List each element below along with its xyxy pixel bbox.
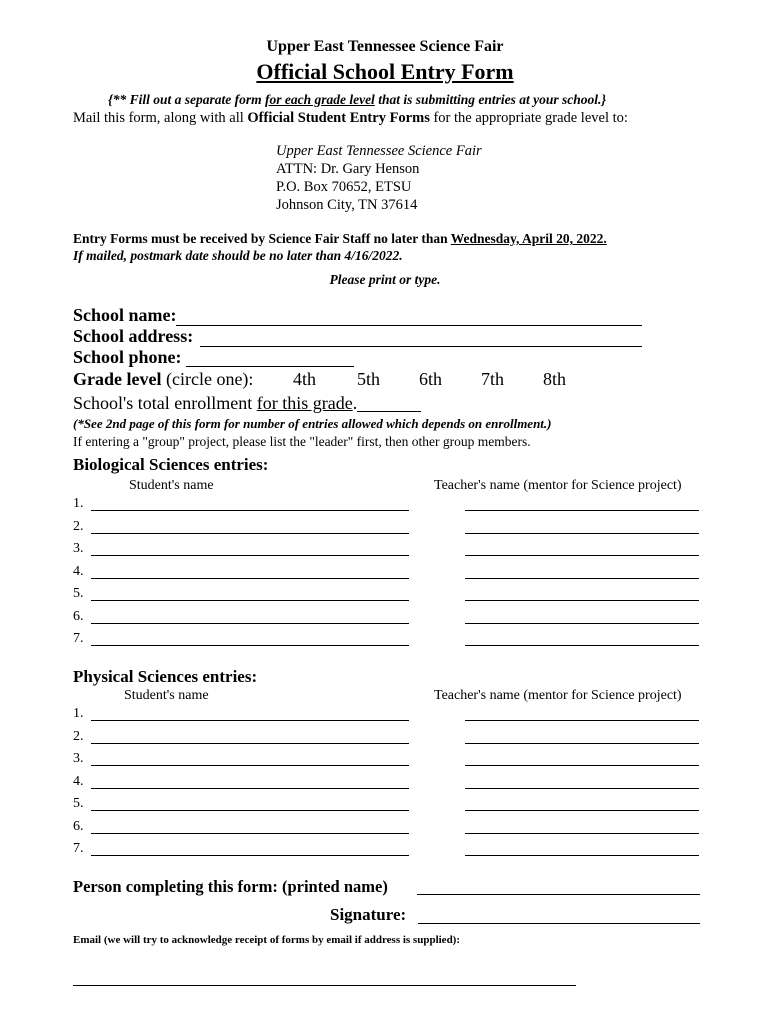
phys-student-name-field[interactable] bbox=[91, 810, 409, 811]
instruction-suffix: that is submitting entries at your school.} bbox=[374, 92, 607, 107]
person-label: Person completing this form: (printed name) bbox=[73, 877, 388, 896]
grade-hint: (circle one): bbox=[161, 369, 254, 389]
enrollment-prefix: School's total enrollment bbox=[73, 393, 257, 413]
mail-prefix: Mail this form, along with all bbox=[73, 110, 248, 126]
grade-option-7th[interactable]: 7th bbox=[481, 369, 505, 389]
email-field[interactable] bbox=[73, 985, 576, 986]
instruction-underlined: for each grade level bbox=[264, 92, 375, 107]
school-address-field[interactable] bbox=[200, 346, 642, 347]
bio-student-name-field[interactable] bbox=[91, 533, 409, 534]
enrollment-suffix: . bbox=[352, 393, 358, 413]
bio-teacher-name-field[interactable] bbox=[465, 533, 699, 534]
phys-teacher-name-field[interactable] bbox=[465, 833, 699, 834]
bio-student-name-field[interactable] bbox=[91, 623, 409, 624]
phys-row-number: 4. bbox=[73, 773, 84, 789]
phys-student-name-field[interactable] bbox=[91, 765, 409, 766]
bio-row-number: 2. bbox=[73, 518, 84, 534]
bio-teacher-name-field[interactable] bbox=[465, 578, 699, 579]
signature-field[interactable] bbox=[418, 923, 700, 924]
bio-teacher-name-field[interactable] bbox=[465, 510, 699, 511]
bio-teacher-name-field[interactable] bbox=[465, 645, 699, 646]
bio-student-name-field[interactable] bbox=[91, 600, 409, 601]
postmark-note: If mailed, postmark date should be no later than 4/16/2022. bbox=[73, 248, 403, 263]
bio-teacher-col: Teacher's name (mentor for Science project) bbox=[434, 478, 682, 493]
phys-teacher-name-field[interactable] bbox=[465, 788, 699, 789]
bio-row-number: 6. bbox=[73, 608, 84, 624]
address-line4: Johnson City, TN 37614 bbox=[276, 197, 418, 213]
grade-option-4th[interactable]: 4th bbox=[293, 369, 317, 389]
phys-teacher-name-field[interactable] bbox=[465, 720, 699, 721]
phys-student-name-field[interactable] bbox=[91, 788, 409, 789]
deadline-line bbox=[73, 231, 607, 247]
instruction-prefix: {** Fill out a separate form bbox=[108, 92, 265, 107]
phys-teacher-name-field[interactable] bbox=[465, 810, 699, 811]
address-line3: P.O. Box 70652, ETSU bbox=[276, 179, 412, 195]
address-line1: Upper East Tennessee Science Fair bbox=[276, 143, 482, 159]
phys-row-number: 1. bbox=[73, 706, 84, 721]
enrollment-field[interactable] bbox=[357, 411, 421, 412]
bio-heading: Biological Sciences entries: bbox=[73, 455, 269, 474]
phys-row-number: 2. bbox=[73, 728, 84, 744]
address-line2: ATTN: Dr. Gary Henson bbox=[276, 161, 420, 177]
phys-teacher-name-field[interactable] bbox=[465, 855, 699, 856]
group-note: If entering a "group" project, please list the "leader" first, then other group members. bbox=[73, 434, 531, 449]
bio-student-name-field[interactable] bbox=[91, 578, 409, 579]
mail-suffix: for the appropriate grade level to: bbox=[429, 110, 628, 126]
mail-line bbox=[73, 110, 628, 127]
school-name-label: School name: bbox=[73, 305, 177, 325]
school-address-label: School address: bbox=[73, 326, 194, 346]
phys-teacher-name-field[interactable] bbox=[465, 743, 699, 744]
person-name-field[interactable] bbox=[417, 894, 700, 895]
phys-row-number: 6. bbox=[73, 818, 84, 834]
bio-teacher-name-field[interactable] bbox=[465, 600, 699, 601]
bio-row-number: 7. bbox=[73, 631, 84, 646]
bio-student-name-field[interactable] bbox=[91, 645, 409, 646]
bio-teacher-name-field[interactable] bbox=[465, 555, 699, 556]
see-page-note: (*See 2nd page of this form for number of entries allowed which depends on enrollment.) bbox=[73, 416, 552, 431]
phys-row-number: 3. bbox=[73, 751, 84, 766]
email-label: Email (we will try to acknowledge receipt of forms by email if address is supplied): bbox=[73, 934, 461, 946]
enrollment-line bbox=[73, 393, 357, 414]
grade-option-8th[interactable]: 8th bbox=[543, 369, 567, 389]
phys-student-col: Student's name bbox=[124, 688, 209, 703]
signature-label: Signature: bbox=[330, 905, 407, 924]
bio-row-number: 1. bbox=[73, 496, 84, 511]
deadline-date: Wednesday, April 20, 2022. bbox=[450, 231, 607, 246]
phys-heading: Physical Sciences entries: bbox=[73, 667, 258, 686]
school-name-field[interactable] bbox=[176, 325, 642, 326]
school-phone-field[interactable] bbox=[186, 366, 354, 367]
grade-label: Grade level bbox=[73, 369, 162, 389]
grade-level-line bbox=[73, 369, 253, 390]
grade-option-6th[interactable]: 6th bbox=[419, 369, 443, 389]
phys-row-number: 7. bbox=[73, 841, 84, 856]
phys-teacher-col: Teacher's name (mentor for Science project) bbox=[434, 688, 682, 703]
phys-student-name-field[interactable] bbox=[91, 833, 409, 834]
phys-student-name-field[interactable] bbox=[91, 743, 409, 744]
phys-row-number: 5. bbox=[73, 796, 84, 811]
instruction-line bbox=[108, 92, 606, 108]
school-phone-label: School phone: bbox=[73, 347, 182, 367]
phys-student-name-field[interactable] bbox=[91, 720, 409, 721]
phys-teacher-name-field[interactable] bbox=[465, 765, 699, 766]
phys-student-name-field[interactable] bbox=[91, 855, 409, 856]
bio-student-name-field[interactable] bbox=[91, 510, 409, 511]
bio-row-number: 5. bbox=[73, 586, 84, 601]
deadline-prefix: Entry Forms must be received by Science Fair Staff no later than bbox=[73, 231, 451, 246]
bio-student-col: Student's name bbox=[129, 478, 214, 493]
bio-row-number: 3. bbox=[73, 541, 84, 556]
form-title: Official School Entry Form bbox=[256, 59, 514, 84]
fair-name: Upper East Tennessee Science Fair bbox=[266, 38, 504, 55]
bio-row-number: 4. bbox=[73, 563, 84, 579]
mail-bold: Official Student Entry Forms bbox=[247, 110, 430, 126]
print-note: Please print or type. bbox=[329, 272, 441, 287]
enrollment-underlined: for this grade bbox=[256, 393, 353, 413]
bio-student-name-field[interactable] bbox=[91, 555, 409, 556]
bio-teacher-name-field[interactable] bbox=[465, 623, 699, 624]
grade-option-5th[interactable]: 5th bbox=[357, 369, 381, 389]
